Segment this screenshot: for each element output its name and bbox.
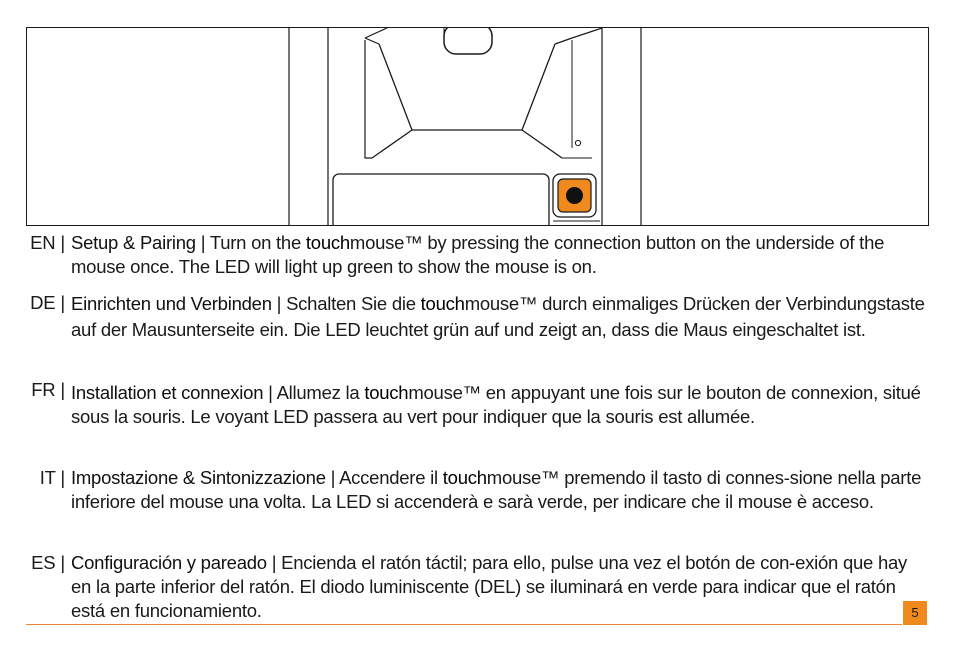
section-body — [71, 381, 937, 429]
mouse-underside-illustration — [26, 27, 929, 226]
page-number: 5 — [903, 601, 927, 625]
body-text: Allumez la — [276, 382, 365, 403]
brand-mouse: mouse™ — [349, 232, 423, 253]
mouse-underside-icon — [27, 28, 928, 225]
language-code: ES | — [31, 552, 65, 573]
separator: | — [325, 467, 340, 488]
section-body — [71, 291, 937, 343]
separator: | — [271, 293, 287, 314]
section-body — [71, 466, 937, 514]
separator: | — [195, 232, 210, 253]
section-heading: Setup & Pairing — [71, 232, 196, 253]
language-code: EN | — [30, 232, 65, 253]
body-text: Turn on the — [209, 232, 306, 253]
separator: | — [266, 552, 282, 573]
language-code: FR | — [31, 379, 65, 400]
language-code: IT | — [39, 467, 65, 488]
section-body — [71, 551, 921, 623]
section-heading: Installation et connexion — [71, 382, 264, 403]
body-text: Encienda el ratón táctil; para ello, pulse una vez el botón de con-exión que hay en la parte inferior del ratón. El diodo luminiscente (DEL) se iluminará en verde para indicar que el ratón está en funcionamiento. — [71, 552, 908, 621]
separator: | — [263, 382, 277, 403]
body-text: durch einmaliges Drücken der Verbindungstaste auf der Mausunterseite ein. Die LED leuchtet grün auf und zeigt an, dass die Maus eingeschaltet ist. — [71, 293, 925, 340]
body-text: by pressing the connection button on the underside of the mouse once. The LED will light up green to show the mouse is on. — [71, 232, 885, 277]
brand-touch: touch — [420, 293, 465, 314]
section-body — [71, 231, 937, 279]
language-code: DE | — [30, 292, 65, 313]
brand-mouse: mouse™ — [464, 293, 538, 314]
body-text: en appuyant une fois sur le bouton de connexion, situé sous la souris. Le voyant LED passera au vert pour indiquer que la souris est allumée. — [71, 382, 921, 427]
brand-mouse: mouse™ — [486, 467, 560, 488]
section-heading: Einrichten und Verbinden — [71, 293, 272, 314]
brand-mouse: mouse™ — [408, 382, 481, 403]
body-text: Accendere il — [339, 467, 443, 488]
body-text: Schalten Sie die — [286, 293, 421, 314]
body-text: premendo il tasto di connes-sione nella parte inferiore del mouse una volta. La LED si accenderà e sarà verde, per indicare che il mouse è acceso. — [71, 467, 922, 512]
section-heading: Configuración y pareado — [71, 552, 267, 573]
brand-touch: touch — [364, 382, 409, 403]
brand-touch: touch — [442, 467, 487, 488]
brand-touch: touch — [305, 232, 350, 253]
section-heading: Impostazione & Sintonizzazione — [71, 467, 326, 488]
footer-rule — [26, 624, 902, 625]
